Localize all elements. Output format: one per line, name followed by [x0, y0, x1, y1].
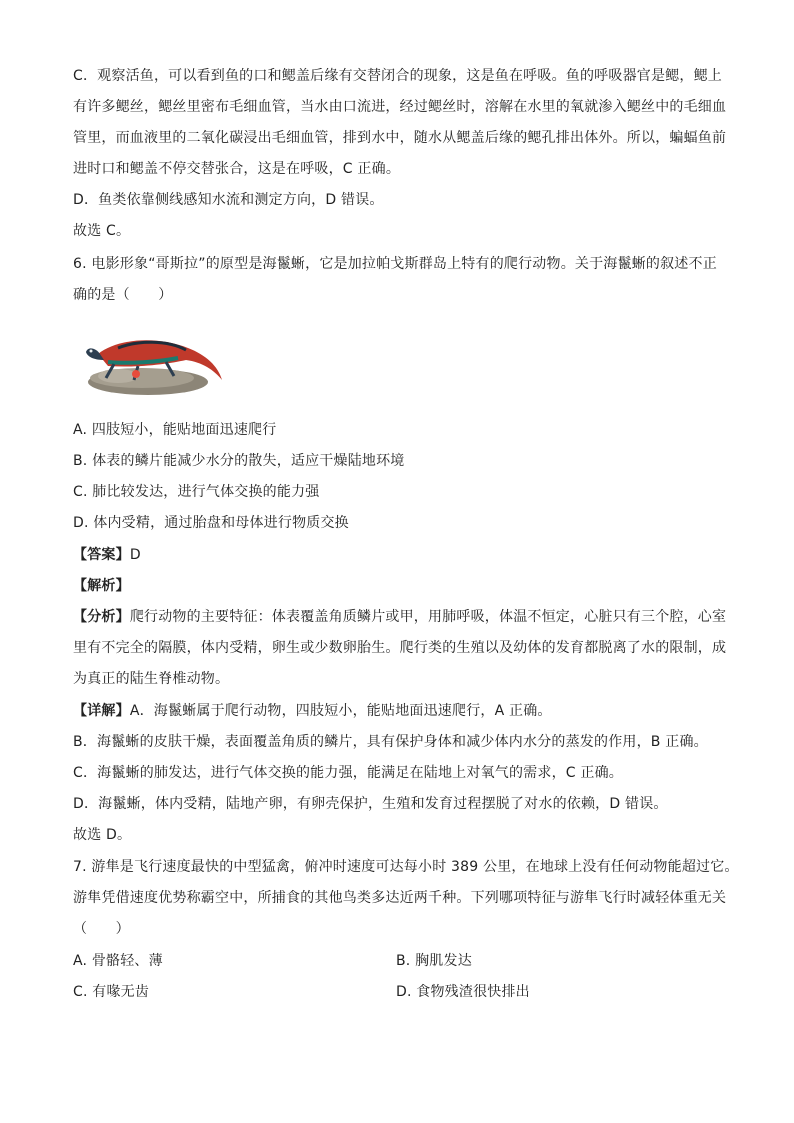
- answer-value: D: [129, 547, 141, 563]
- q6-analysis-line-3: 为真正的陆生脊椎动物。: [73, 671, 230, 687]
- q6-detail-a: [73, 701, 733, 721]
- q6-option-d: D. 体内受精，通过胎盘和母体进行物质交换: [73, 515, 349, 531]
- detail-label: 【详解】: [73, 703, 130, 719]
- q6-conclusion: 故选 D。: [73, 827, 132, 843]
- q6-detail-d: D．海鬣蜥，体内受精，陆地产卵，有卵壳保护，生殖和发育过程摆脱了对水的依赖，D 错误。: [73, 796, 668, 812]
- q6-option-a: A. 四肢短小，能贴地面迅速爬行: [73, 422, 277, 438]
- q7-option-a: A. 骨骼轻、薄: [73, 953, 163, 969]
- q7-option-b: B. 胸肌发达: [396, 953, 472, 969]
- analysis-text-1: 爬行动物的主要特征：体表覆盖角质鳞片或甲，用肺呼吸，体温不恒定，心脏只有三个腔，心室: [129, 609, 727, 625]
- q5-analysis-d-line: D．鱼类依靠侧线感知水流和测定方向，D 错误。: [73, 192, 384, 208]
- q6-option-b: B. 体表的鳞片能减少水分的散失，适应干燥陆地环境: [73, 453, 405, 469]
- analysis-sub-label: 【分析】: [73, 609, 130, 625]
- q6-analysis-label: 【解析】: [73, 578, 130, 594]
- q6-detail-c: C．海鬣蜥的肺发达，进行气体交换的能力强，能满足在陆地上对氧气的需求，C 正确。: [73, 765, 623, 781]
- q6-analysis-line-1: [73, 607, 733, 627]
- q6-answer: [73, 545, 733, 565]
- q5-analysis-c-line-4: 进时口和鳃盖不停交替张合，这是在呼吸，C 正确。: [73, 161, 401, 177]
- q5-conclusion: 故选 C。: [73, 223, 131, 239]
- q7-stem-line-2: 游隼凭借速度优势称霸空中，所捕食的其他鸟类多达近两千种。下列哪项特征与游隼飞行时减轻体重无关: [73, 890, 727, 906]
- q6-stem-line-1: 6. 电影形象“哥斯拉”的原型是海鬣蜥，它是加拉帕戈斯群岛上特有的爬行动物。关于海鬣蜥的叙述不正: [73, 256, 717, 272]
- q7-option-d: D. 食物残渣很快排出: [396, 984, 530, 1000]
- detail-a-text: A．海鬣蜥属于爬行动物，四肢短小，能贴地面迅速爬行，A 正确。: [129, 703, 552, 719]
- q6-detail-b: B．海鬣蜥的皮肤干燥，表面覆盖角质的鳞片，具有保护身体和减少体内水分的蒸发的作用，B 正确。: [73, 734, 708, 750]
- q5-analysis-c-line-3: 管里，而血液里的二氧化碳浸出毛细血管，排到水中，随水从鳃盖后缘的鳃孔排出体外。所以，蝙蝠鱼前: [73, 130, 727, 146]
- q6-stem-line-2: 确的是（ ）: [73, 287, 173, 303]
- q5-analysis-c-line-1: C．观察活鱼，可以看到鱼的口和鳃盖后缘有交替闭合的现象，这是鱼在呼吸。鱼的呼吸器官是鳃，鳃上: [73, 68, 722, 84]
- q6-option-c: C. 肺比较发达，进行气体交换的能力强: [73, 484, 320, 500]
- q7-stem-line-1: 7. 游隼是飞行速度最快的中型猛禽，俯冲时速度可达每小时 389 公里，在地球上没有任何动物能超过它。: [73, 859, 739, 875]
- marine-iguana-image: [78, 318, 224, 396]
- q7-option-c: C. 有喙无齿: [73, 984, 150, 1000]
- q5-analysis-c-line-2: 有许多鳃丝，鳃丝里密布毛细血管，当水由口流进，经过鳃丝时，溶解在水里的氧就渗入鳃丝中的毛细血: [73, 99, 727, 115]
- answer-label: 【答案】: [73, 547, 130, 563]
- q6-analysis-line-2: 里有不完全的隔膜，体内受精，卵生或少数卵胎生。爬行类的生殖以及幼体的发育都脱离了水的限制，成: [73, 640, 727, 656]
- q7-stem-line-3: （ ）: [73, 921, 130, 937]
